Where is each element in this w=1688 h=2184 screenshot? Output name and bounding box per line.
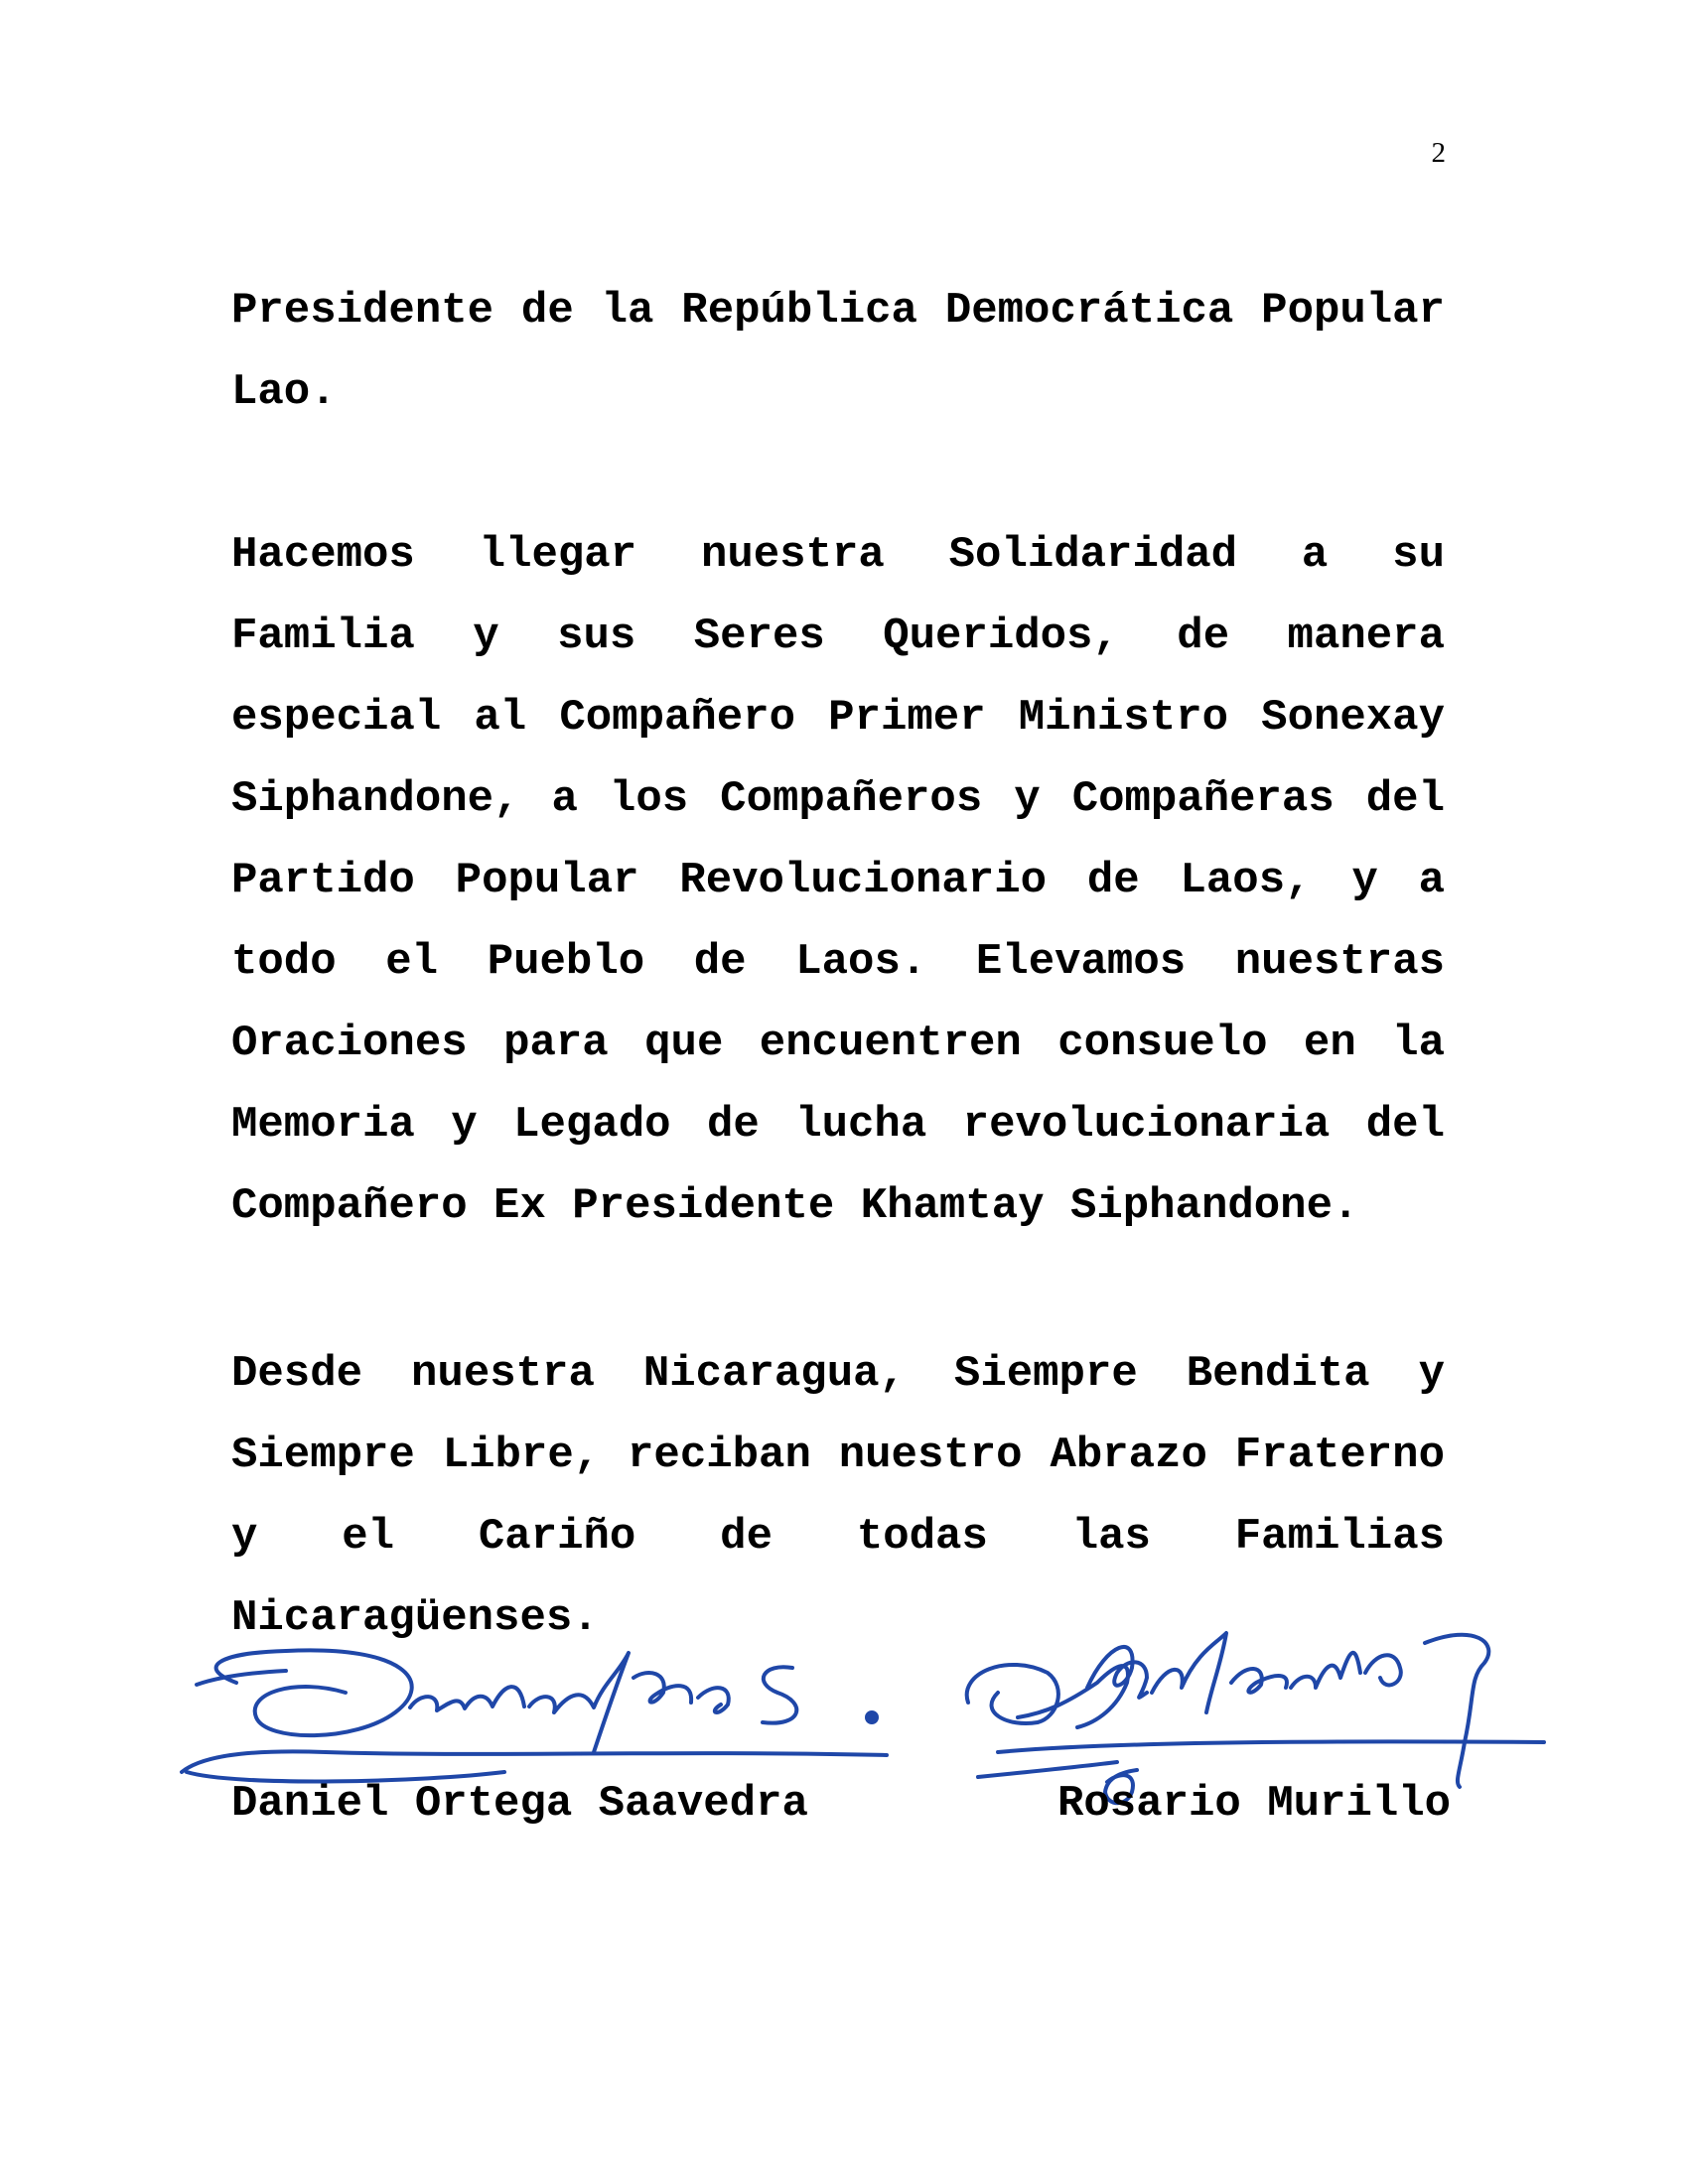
signer-name-daniel-ortega: Daniel Ortega Saavedra	[231, 1779, 808, 1829]
signer-name-rosario-murillo: Rosario Murillo	[1057, 1779, 1452, 1829]
page-number: 2	[1431, 137, 1446, 169]
letter-paragraph-1: Presidente de la República Democrática Popular Lao.	[231, 286, 1445, 417]
letter-paragraph-3: Desde nuestra Nicaragua, Siempre Bendita y Siempre Libre, reciban nuestro Abrazo Fraterno y el Cariño de todas las Familias Nicaragüenses.	[231, 1349, 1445, 1643]
letter-paragraph-2: Hacemos llegar nuestra Solidaridad a su Familia y sus Seres Queridos, de manera especial al Compañero Primer Ministro Sonexay Siphandone, a los Compañeros y Compañeras del Partido Popular Revolucionario de Laos, y a todo el Pueblo de Laos. Elevamos nuestras Oraciones para que encuentren consuelo en la Memoria y Legado de lucha revolucionaria del Compañero Ex Presidente Khamtay Siphandone.	[231, 530, 1445, 1231]
